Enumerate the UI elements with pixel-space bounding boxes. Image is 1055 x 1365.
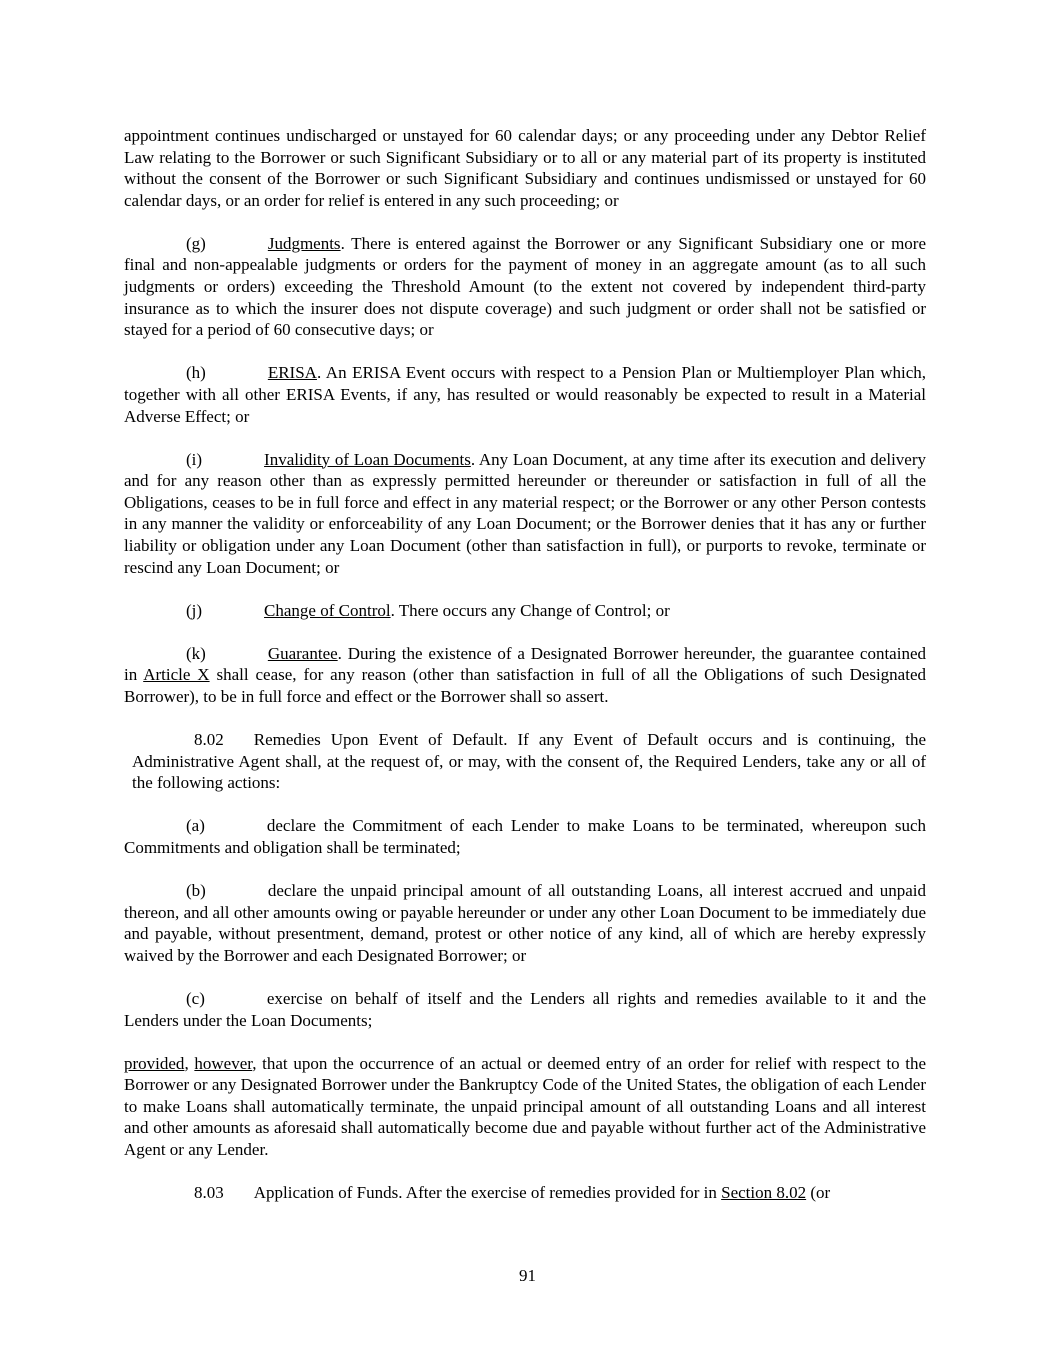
article-x-reference[interactable]: Article X [143, 665, 210, 685]
clause-h-erisa [124, 362, 926, 427]
section-8-03 [132, 1182, 926, 1204]
clause-label: (k) [186, 643, 206, 663]
remedy-c [124, 988, 926, 1031]
clause-k-guarantee [124, 643, 926, 708]
clause-text: . There occurs any Change of Control; or [390, 600, 670, 620]
clause-heading: Judgments [267, 233, 341, 253]
section-title: Application of Funds. [253, 1183, 403, 1203]
clause-label: (g) [186, 233, 206, 253]
clause-heading: ERISA [267, 363, 317, 383]
clause-label: (j) [186, 600, 203, 620]
clause-label: (h) [186, 363, 206, 383]
proviso-paragraph [124, 1053, 926, 1161]
section-number: 8.02 [194, 730, 224, 750]
proviso-text: , that upon the occurrence of an actual or deemed entry of an order for relief with respect to the Borrower or any Designated Borrower under the Bankruptcy Code of the United States, the obligation of each Lender to make Loans shall automatically terminate, the unpaid principal amount of all outstanding Loans and all interest and other amounts as aforesaid shall automatically become due and payable without further act of the Administrative Agent or any Lender. [124, 1053, 927, 1159]
section-number: 8.03 [194, 1183, 224, 1203]
section-text-continued: (or [806, 1183, 831, 1203]
section-title: Remedies Upon Event of Default. [253, 730, 508, 750]
proviso-word-provided: provided [124, 1053, 185, 1073]
remedy-text: declare the Commitment of each Lender to make Loans to be terminated, whereupon such Commitments and obligation shall be terminated; [124, 816, 926, 857]
continuation-text: appointment continues undischarged or unstayed for 60 calendar days; or any proceeding under any Debtor Relief Law relating to the Borrower or such Significant Subsidiary or to all or any material part of its property is instituted without the consent of the Borrower or such Significant Subsidiary and continues undismissed or unstayed for 60 calendar days, or an order for relief is entered in any such proceeding; or [124, 126, 926, 210]
remedy-label: (a) [186, 816, 205, 836]
proviso-separator: , [184, 1053, 195, 1073]
remedy-label: (c) [186, 988, 205, 1008]
clause-heading: Invalidity of Loan Documents [264, 449, 471, 469]
clause-heading: Change of Control [264, 600, 391, 620]
clause-g-judgments [124, 233, 926, 341]
clause-text: . An ERISA Event occurs with respect to a Pension Plan or Multiemployer Plan which, together with all other ERISA Events, if any, has resulted or would reasonably be expected to result in a Material Adverse Effect; or [124, 363, 926, 426]
section-text: If any Event of Default occurs and is continuing, the Administrative Agent shall, at the request of, or may, with the consent of, the Required Lenders, take any or all of the following actions: [132, 730, 926, 793]
remedy-b [124, 880, 926, 966]
clause-text: shall cease, for any reason (other than satisfaction in full of all the Obligations of such Designated Borrower), to be in full force and effect or the Borrower shall so assert. [124, 665, 926, 706]
document-body [124, 125, 926, 1204]
clause-i-invalidity [124, 449, 926, 579]
remedy-a [124, 815, 926, 858]
clause-text: . There is entered against the Borrower or any Significant Subsidiary one or more final and non-appealable judgments or orders for the payment of money in an aggregate amount (as to all such judgments or orders) exceeding the Threshold Amount (to the extent not covered by independent third-party insurance as to which the insurer does not dispute coverage) and such judgment or order shall not be satisfied or stayed for a period of 60 consecutive days; or [124, 233, 926, 340]
remedy-text: declare the unpaid principal amount of all outstanding Loans, all interest accrued and unpaid thereon, and all other amounts owing or payable hereunder or under any other Loan Document to be immediately due and payable, without presentment, demand, protest or other notice of any kind, all of which are hereby expressly waived by the Borrower and each Designated Borrower; or [124, 881, 926, 965]
section-8-02-reference[interactable]: Section 8.02 [721, 1183, 807, 1203]
remedy-text: exercise on behalf of itself and the Lenders all rights and remedies available to it and the Lenders under the Loan Documents; [124, 988, 926, 1030]
continuation-paragraph [124, 125, 926, 211]
proviso-word-however: however [194, 1053, 253, 1073]
section-text: After the exercise of remedies provided for in [402, 1183, 722, 1203]
section-8-02 [132, 729, 926, 794]
clause-text: . During the existence of a Designated Borrower hereunder, the guarantee contained in [124, 643, 926, 685]
clause-j-change-of-control [124, 600, 926, 622]
clause-label: (i) [186, 449, 203, 469]
remedy-label: (b) [186, 881, 206, 901]
clause-text: . Any Loan Document, at any time after its execution and delivery and for any reason other than as expressly permitted hereunder or thereunder or satisfaction in full of all the Obligations, ceases to be in full force and effect in any material respect; or the Borrower or any other Person contests in any manner the validity or enforceability of any Loan Document; or the Borrower denies that it has any or further liability or obligation under any Loan Document (other than satisfaction in full), or purports to revoke, terminate or rescind any Loan Document; or [124, 449, 926, 577]
page-number: 91 [519, 1266, 536, 1285]
clause-heading: Guarantee [267, 643, 338, 663]
